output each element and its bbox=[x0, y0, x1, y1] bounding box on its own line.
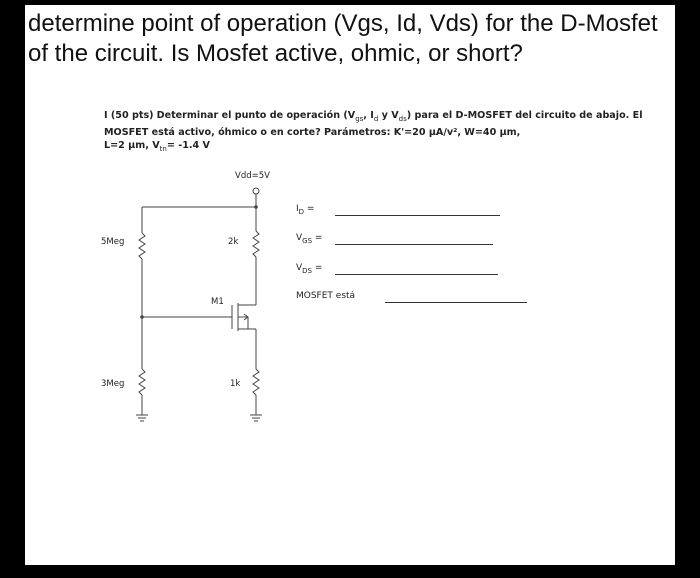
problem-text-3: y V bbox=[378, 110, 399, 121]
vds-answer-label bbox=[296, 263, 322, 275]
r1-label: 5Meg bbox=[101, 237, 125, 247]
vds-label: V bbox=[296, 263, 303, 273]
vds-sub: DS bbox=[302, 266, 313, 275]
id-answer-label bbox=[296, 204, 314, 216]
vgs-answer-label bbox=[296, 233, 322, 245]
sub-d: d bbox=[373, 114, 379, 123]
id-label: I bbox=[296, 204, 299, 214]
mosfet-answer-label: MOSFET está bbox=[296, 291, 356, 301]
mosfet-answer-blank[interactable] bbox=[385, 302, 527, 303]
problem-text-2: , I bbox=[363, 110, 374, 121]
rs-label: 1k bbox=[230, 379, 241, 389]
r1-resistor bbox=[139, 233, 145, 259]
sub-ds: ds bbox=[398, 114, 407, 123]
r2-label: 3Meg bbox=[101, 379, 125, 389]
r2-resistor bbox=[139, 369, 145, 395]
vgs-label: V bbox=[296, 233, 303, 243]
vds-eq: = bbox=[312, 263, 323, 273]
circuit-schematic bbox=[25, 5, 675, 565]
problem-text-5: L=2 μm, V bbox=[104, 139, 160, 151]
problem-text-6: = -1.4 V bbox=[166, 139, 210, 151]
vds-answer-blank[interactable] bbox=[335, 274, 498, 275]
sub-tn: tn bbox=[159, 144, 167, 153]
question-card bbox=[25, 5, 675, 565]
vgs-sub: GS bbox=[302, 236, 313, 245]
problem-text-4: ) para el D-MOSFET del circuito de abajo. El MOSFET está activo, óhmico o en corte? Parámetros: K'=20 μA/v², W=40 μm, bbox=[104, 110, 643, 138]
problem-text-1: Determinar el punto de operación (V bbox=[156, 110, 356, 121]
vdd-label: Vdd=5V bbox=[235, 171, 270, 181]
m1-label: M1 bbox=[211, 297, 224, 307]
id-sub: D bbox=[298, 207, 305, 216]
sub-gs: gs bbox=[355, 114, 364, 123]
vgs-answer-blank[interactable] bbox=[335, 244, 493, 245]
id-answer-blank[interactable] bbox=[335, 215, 500, 216]
junction-gate bbox=[140, 315, 144, 319]
rd-label: 2k bbox=[228, 237, 239, 247]
rd-resistor bbox=[253, 231, 259, 257]
vdd-terminal bbox=[253, 188, 259, 194]
problem-points: I (50 pts) bbox=[104, 110, 154, 121]
question-text: determine point of operation (Vgs, Id, Vds) for the D-Mosfet of the circuit. Is Mosfet active, ohmic, or short? bbox=[28, 10, 658, 67]
id-eq: = bbox=[304, 204, 315, 214]
junction-vdd bbox=[254, 205, 258, 209]
rs-resistor bbox=[253, 369, 259, 395]
vgs-eq: = bbox=[312, 233, 323, 243]
